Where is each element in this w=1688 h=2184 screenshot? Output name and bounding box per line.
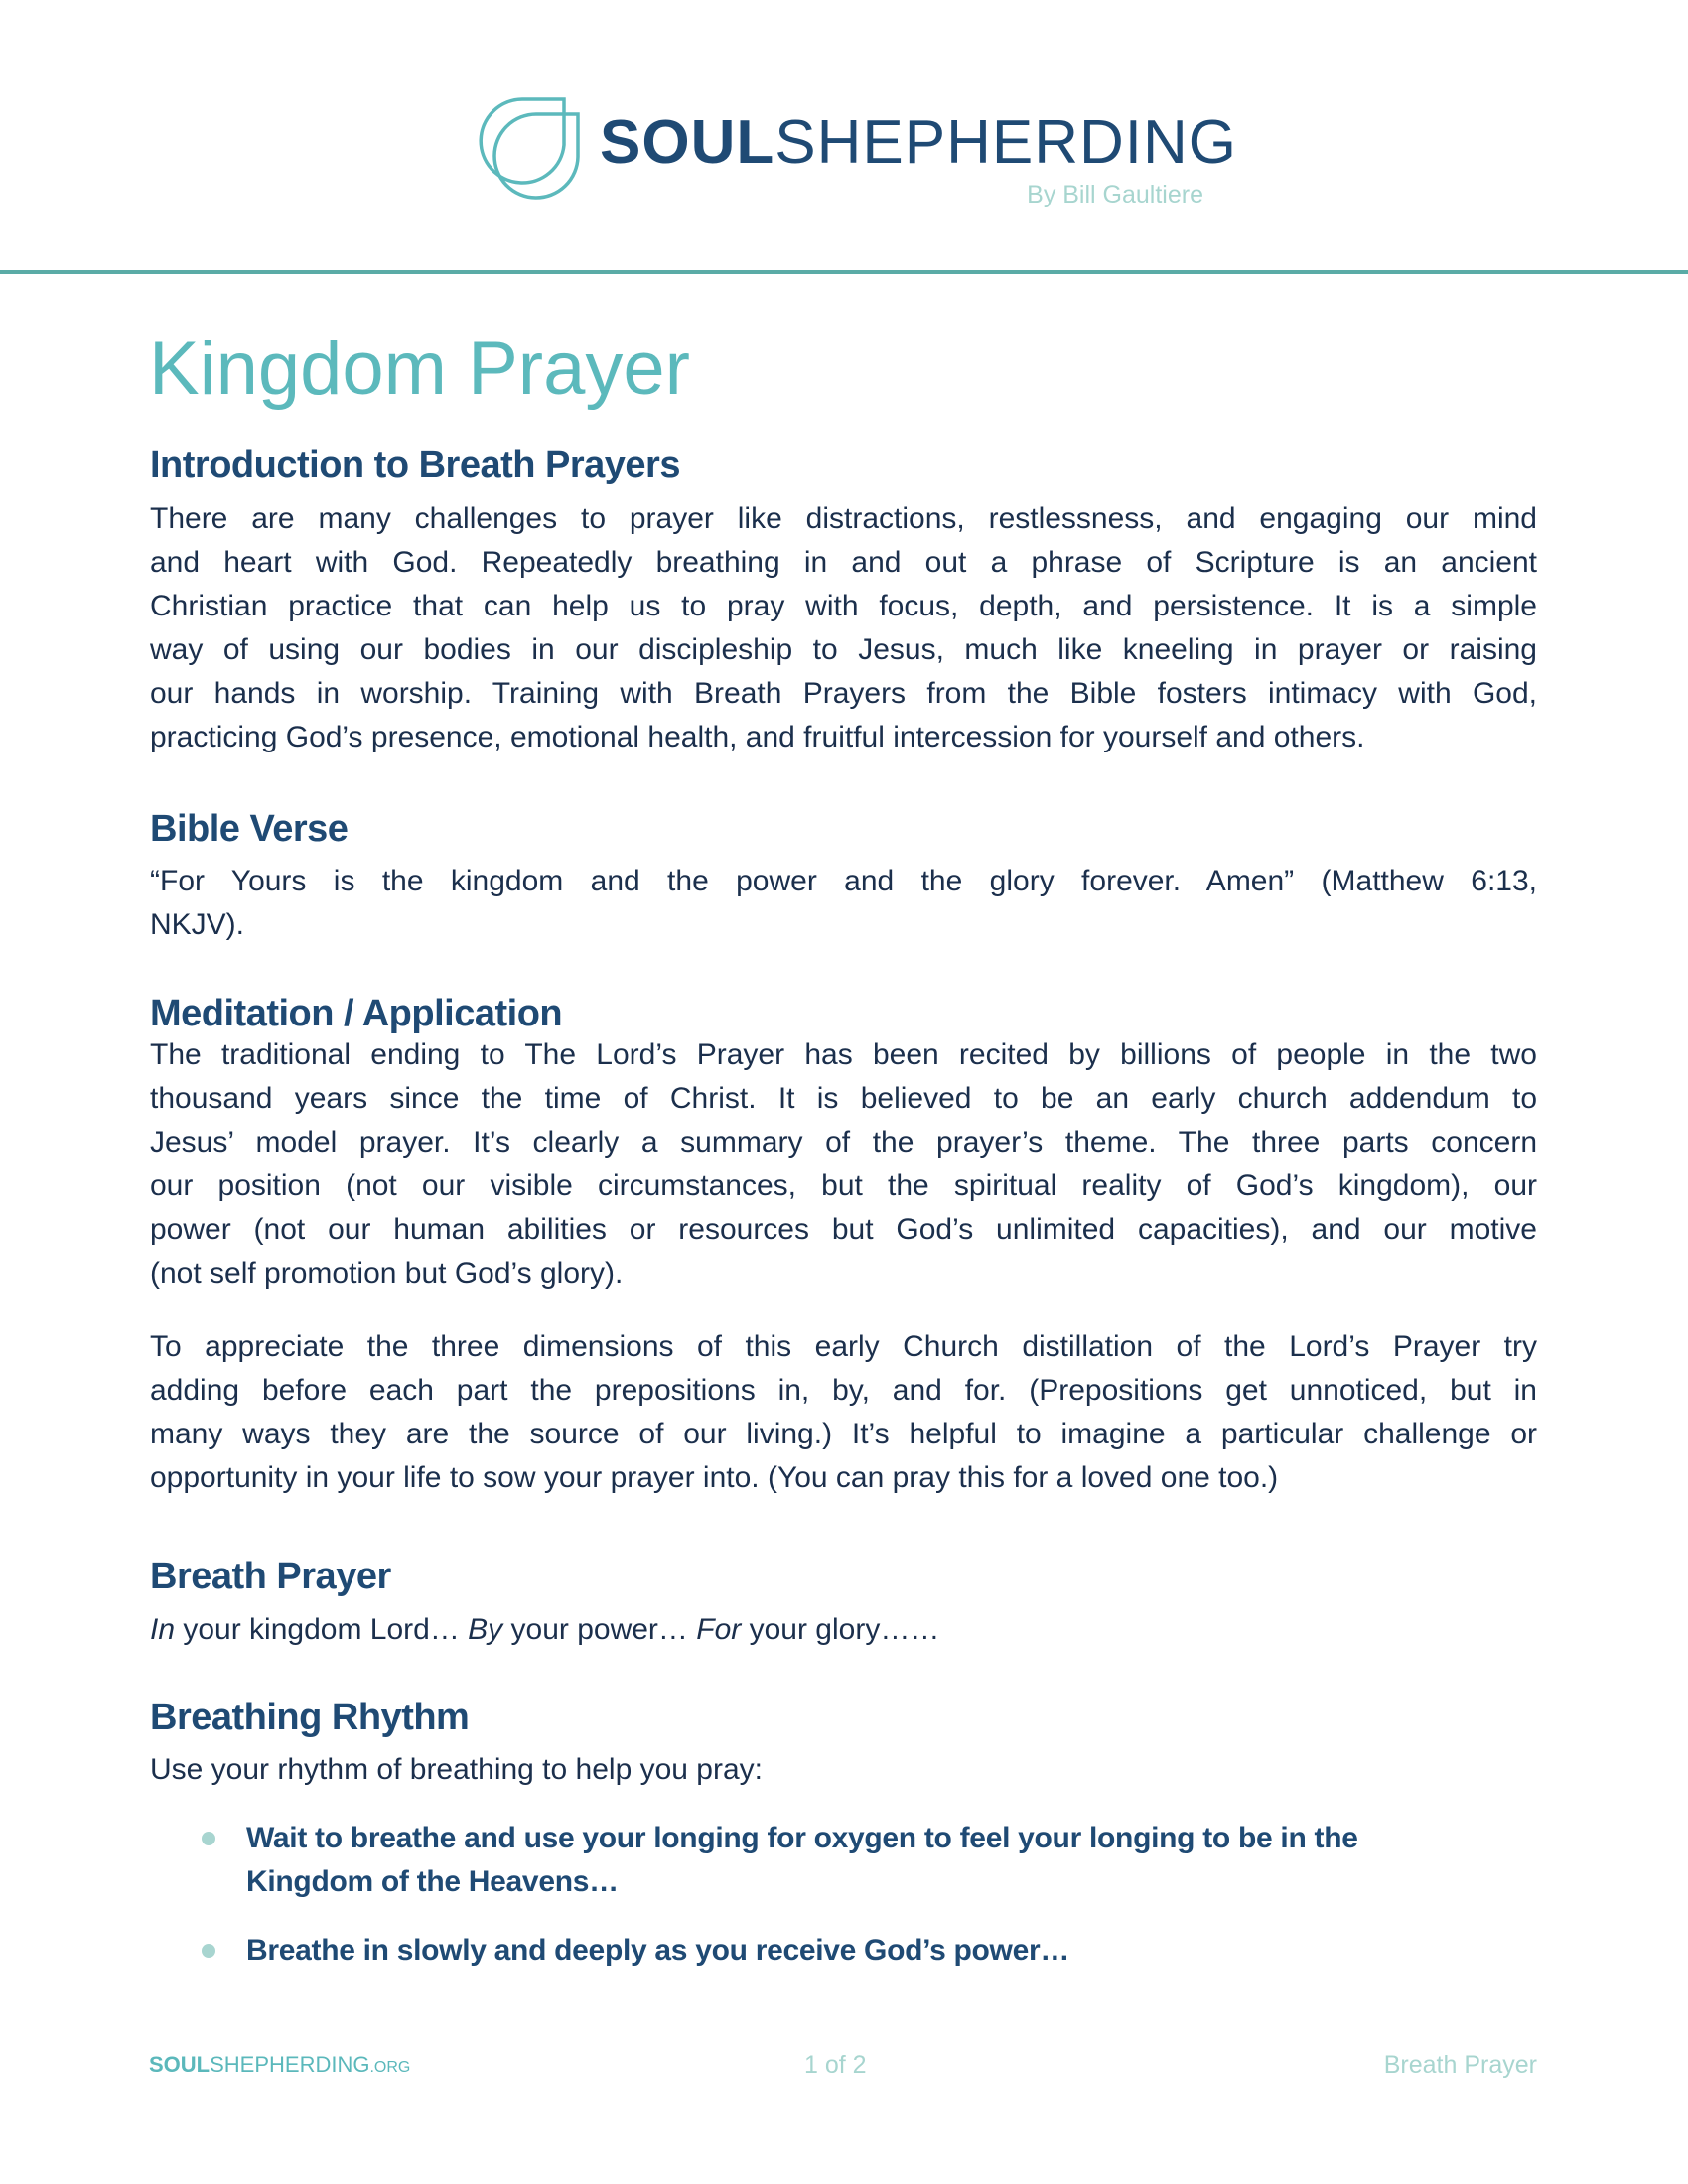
text-line: “For Yours is the kingdom and the power and the glory forever. Amen” (Matthew 6:13, xyxy=(150,865,1537,897)
text-line: many ways they are the source of our living.) It’s helpful to imagine a particular challenge or xyxy=(150,1418,1537,1450)
text-line: Jesus’ model prayer. It’s clearly a summary of the prayer’s theme. The three parts concern xyxy=(150,1126,1537,1159)
footer-brand-bold: SOUL xyxy=(149,2052,211,2077)
brand-wordmark-bold: SOUL xyxy=(600,108,775,177)
text-line: There are many challenges to prayer like distractions, restlessness, and engaging our mind xyxy=(150,502,1537,535)
bible-verse-text xyxy=(150,860,1537,947)
author-byline: By Bill Gaultiere xyxy=(1027,181,1203,208)
section-heading-breathing-rhythm: Breathing Rhythm xyxy=(150,1697,470,1738)
teardrop-logo-icon xyxy=(475,95,584,205)
prayer-phrase: your power… xyxy=(502,1613,697,1646)
text-line: and heart with God. Repeatedly breathing in and out a phrase of Scripture is an ancient xyxy=(150,546,1537,579)
text-line: adding before each part the prepositions in, by, and for. (Prepositions get unnoticed, but in xyxy=(150,1374,1537,1407)
text-line: Breathe in slowly and deeply as you receive God’s power… xyxy=(246,1934,1070,1967)
section-heading-meditation: Meditation / Application xyxy=(150,993,563,1034)
text-line: power (not our human abilities or resources but God’s unlimited capacities), and our motive xyxy=(150,1213,1537,1246)
intro-paragraph xyxy=(150,497,1537,759)
emphasis: For xyxy=(696,1613,742,1646)
text-line: thousand years since the time of Christ. It is believed to be an early church addendum to xyxy=(150,1082,1537,1115)
bullet-dot-icon xyxy=(202,1832,215,1845)
brand-wordmark-light: SHEPHERDING xyxy=(774,108,1237,177)
footer-brand-suffix: .ORG xyxy=(369,2059,411,2076)
bullet-dot-icon xyxy=(202,1944,215,1958)
meditation-paragraph-1 xyxy=(150,1033,1537,1296)
text-line: To appreciate the three dimensions of this early Church distillation of the Lord’s Prayer try xyxy=(150,1330,1537,1363)
section-heading-intro: Introduction to Breath Prayers xyxy=(150,444,680,485)
emphasis: In xyxy=(150,1613,176,1646)
page-title: Kingdom Prayer xyxy=(149,327,690,411)
text-line: way of using our bodies in our discipleship to Jesus, much like kneeling in prayer or raising xyxy=(150,633,1537,666)
footer-website-link[interactable] xyxy=(149,2051,410,2082)
brand-wordmark xyxy=(600,107,1237,179)
section-heading-bible-verse: Bible Verse xyxy=(150,808,349,850)
text-line: our position (not our visible circumstances, but the spiritual reality of God’s kingdom), our xyxy=(150,1169,1537,1202)
text-line: our hands in worship. Training with Breath Prayers from the Bible fosters intimacy with God, xyxy=(150,677,1537,710)
section-heading-breath-prayer: Breath Prayer xyxy=(150,1556,391,1597)
breath-prayer-text xyxy=(150,1608,939,1652)
prayer-phrase: your glory…… xyxy=(741,1613,940,1646)
header-divider xyxy=(0,270,1688,274)
text-line: opportunity in your life to sow your prayer into. (You can pray this for a loved one too.) xyxy=(150,1461,1279,1494)
breathing-rhythm-intro: Use your rhythm of breathing to help you pray: xyxy=(150,1753,763,1786)
text-line: The traditional ending to The Lord’s Prayer has been recited by billions of people in the two xyxy=(150,1038,1537,1071)
text-line: Kingdom of the Heavens… xyxy=(246,1865,619,1898)
text-line: NKJV). xyxy=(150,908,245,941)
footer-document-type: Breath Prayer xyxy=(1383,2051,1537,2079)
page-number: 1 of 2 xyxy=(804,2051,867,2079)
text-line: (not self promotion but God’s glory). xyxy=(150,1257,624,1290)
emphasis: By xyxy=(468,1613,503,1646)
footer-brand-light: SHEPHERDING xyxy=(210,2052,370,2077)
list-item-text xyxy=(246,1817,1537,1904)
prayer-phrase: your kingdom Lord… xyxy=(175,1613,469,1646)
text-line: Wait to breathe and use your longing for oxygen to feel your longing to be in the xyxy=(246,1822,1358,1854)
text-line: Christian practice that can help us to pray with focus, depth, and persistence. It is a simple xyxy=(150,590,1537,622)
list-item-text xyxy=(246,1929,1537,1973)
text-line: practicing God’s presence, emotional health, and fruitful intercession for yourself and others. xyxy=(150,721,1365,753)
meditation-paragraph-2 xyxy=(150,1325,1537,1500)
